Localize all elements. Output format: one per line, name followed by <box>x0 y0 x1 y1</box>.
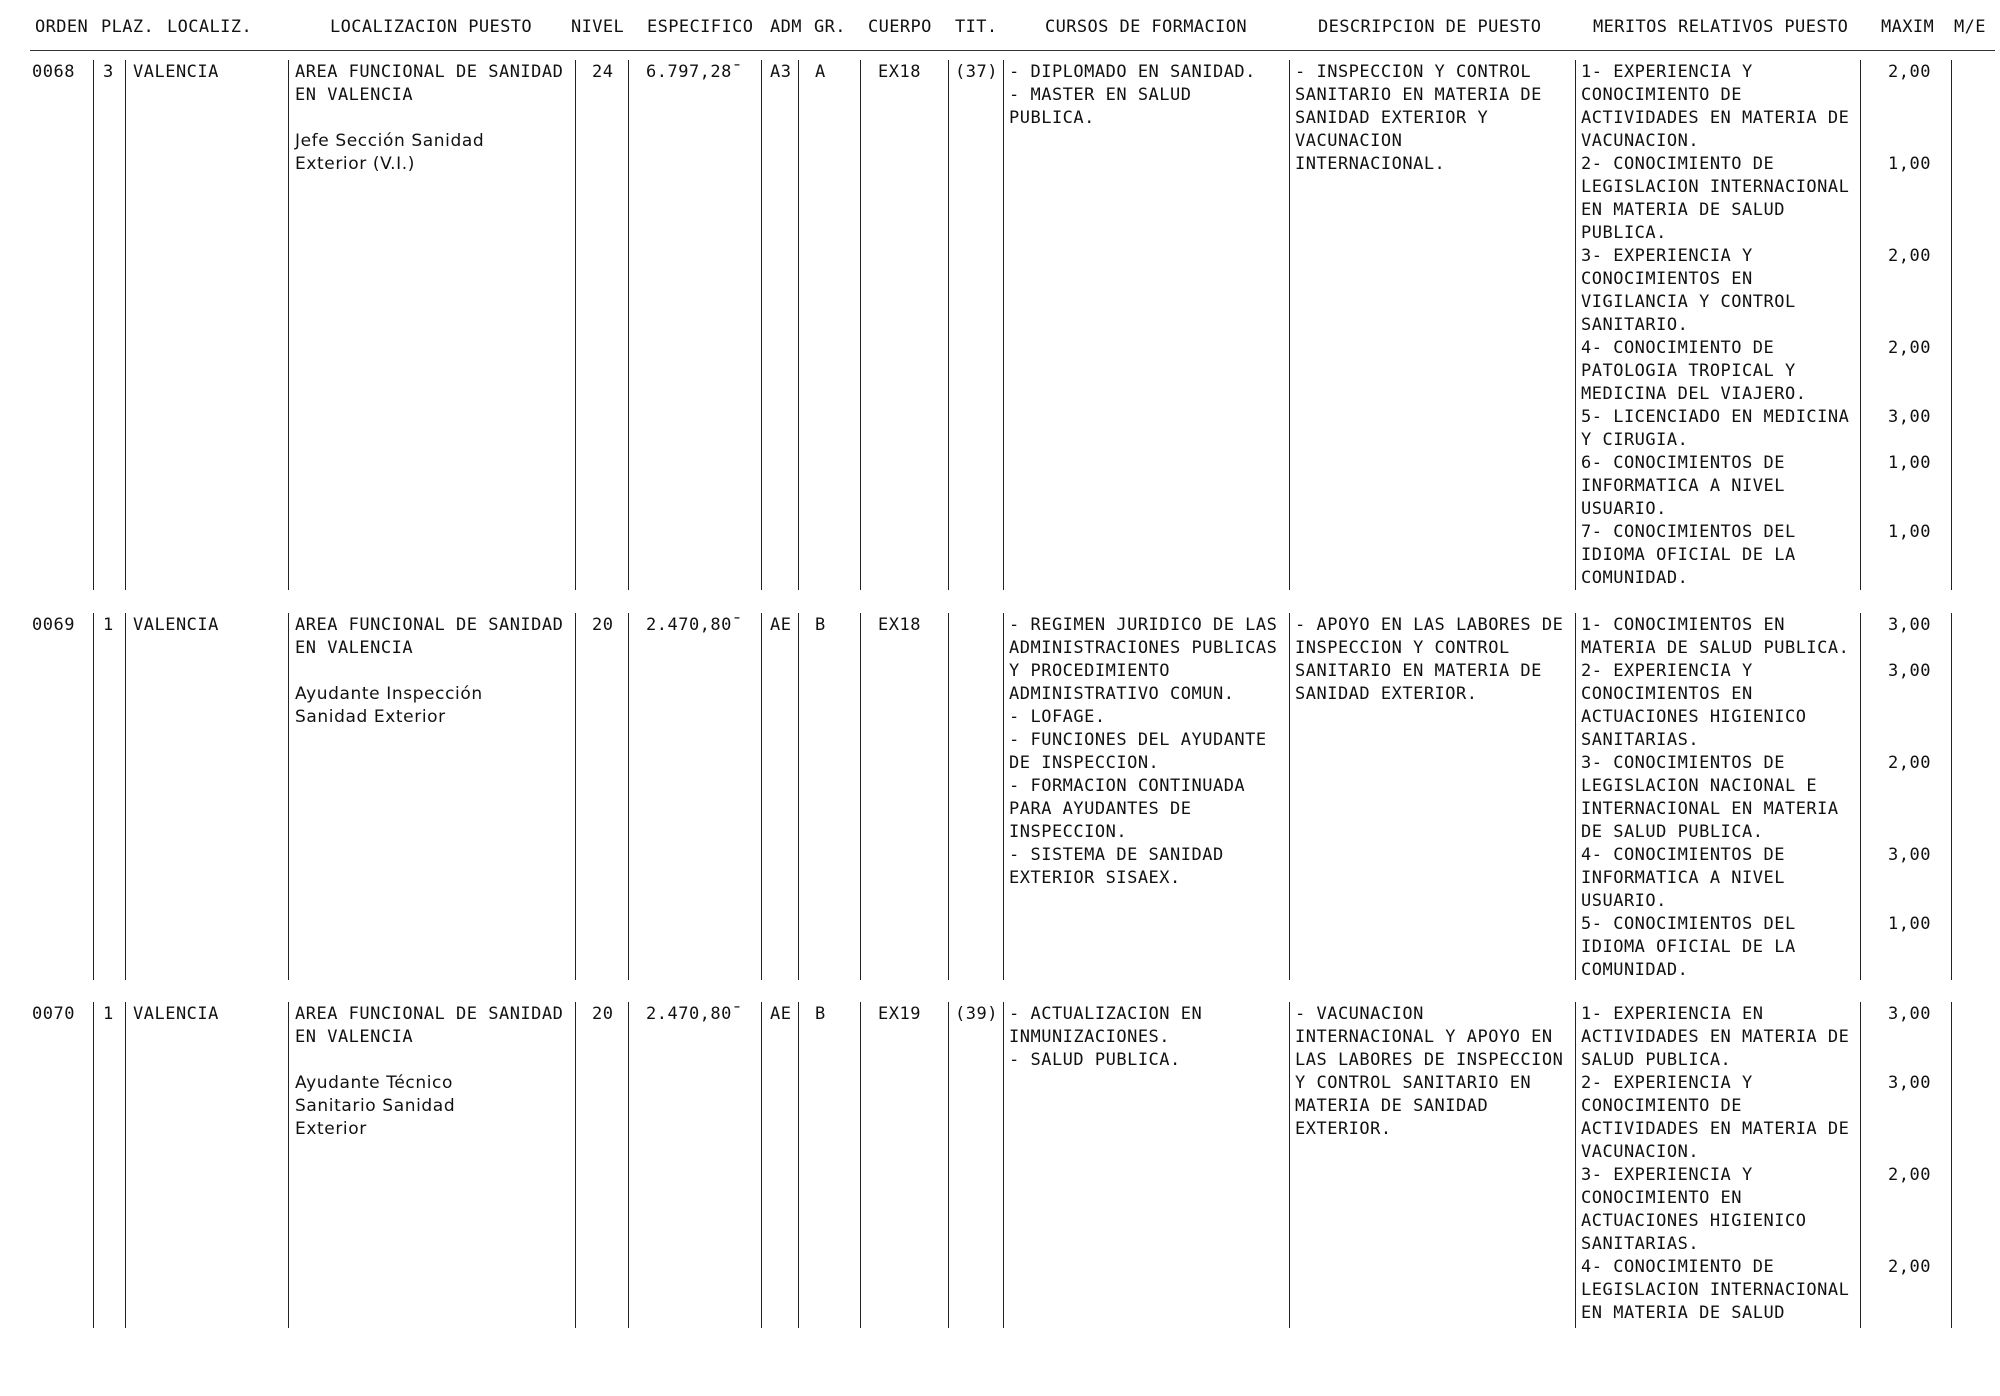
column-rule <box>1575 60 1576 590</box>
column-rule <box>1289 60 1290 590</box>
merito-text: 5- LICENCIADO EN MEDICINA Y CIRUGIA. <box>1581 407 1850 450</box>
column-rule <box>798 60 799 590</box>
cell-puesto: Ayudante Inspección Sanidad Exterior <box>295 684 483 727</box>
column-rule <box>1575 613 1576 980</box>
cell-cursos: - DIPLOMADO EN SANIDAD. - MASTER EN SALUD PUBLICA. <box>1009 62 1256 128</box>
cell-descripcion: - VACUNACION INTERNACIONAL Y APOYO EN LAS LABORES DE INSPECCION Y CONTROL SANITARIO EN MATERIA DE SANIDAD EXTERIOR. <box>1295 1004 1564 1139</box>
merito-text: 2- EXPERIENCIA Y CONOCIMIENTOS EN ACTUACIONES HIGIENICO SANITARIAS. <box>1581 661 1807 750</box>
merito-max: 1,00 <box>1888 154 1931 174</box>
merito-max: 3,00 <box>1888 615 1931 635</box>
column-rule <box>1860 60 1861 590</box>
column-rule <box>860 1002 861 1328</box>
column-rule <box>1289 613 1290 980</box>
cell-cursos: - ACTUALIZACION EN INMUNIZACIONES. - SALUD PUBLICA. <box>1009 1004 1203 1070</box>
column-rule <box>1860 1002 1861 1328</box>
column-rule <box>798 613 799 980</box>
cell-adm: AE <box>770 1004 792 1024</box>
column-rule <box>93 60 94 590</box>
header-rule <box>30 50 1995 51</box>
header-especifico: ESPECIFICO <box>647 17 754 37</box>
header-meritos: MERITOS RELATIVOS PUESTO <box>1593 17 1849 37</box>
cell-nivel: 24 <box>592 62 614 82</box>
header-tit: TIT. <box>955 17 998 37</box>
cell-adm: AE <box>770 615 792 635</box>
merito-text: 2- CONOCIMIENTO DE LEGISLACION INTERNACIONAL EN MATERIA DE SALUD PUBLICA. <box>1581 154 1850 243</box>
cell-gr: B <box>815 615 826 635</box>
merito-max: 3,00 <box>1888 1004 1931 1024</box>
header-descripcion: DESCRIPCION DE PUESTO <box>1318 17 1542 37</box>
cell-plaz: 3 <box>103 62 114 82</box>
column-rule <box>288 60 289 590</box>
merito-max: 3,00 <box>1888 1073 1931 1093</box>
column-rule <box>125 613 126 980</box>
header-cuerpo: CUERPO <box>868 17 932 37</box>
column-rule <box>1951 613 1952 980</box>
merito-max: 3,00 <box>1888 661 1931 681</box>
header-cursos: CURSOS DE FORMACION <box>1045 17 1248 37</box>
merito-max: 2,00 <box>1888 753 1931 773</box>
column-rule <box>575 1002 576 1328</box>
column-rule <box>761 613 762 980</box>
cell-cuerpo: EX18 <box>878 615 921 635</box>
column-rule <box>93 1002 94 1328</box>
cell-plaz: 1 <box>103 1004 114 1024</box>
column-rule <box>288 613 289 980</box>
cell-especifico: 6.797,28¯ <box>646 62 743 82</box>
cell-tit: (37) <box>955 62 998 82</box>
merito-text: 3- EXPERIENCIA Y CONOCIMIENTOS EN VIGILANCIA Y CONTROL SANITARIO. <box>1581 246 1796 335</box>
column-rule <box>628 613 629 980</box>
column-rule <box>1003 1002 1004 1328</box>
merito-max: 2,00 <box>1888 338 1931 358</box>
column-rule <box>628 1002 629 1328</box>
column-rule <box>125 60 126 590</box>
merito-text: 5- CONOCIMIENTOS DEL IDIOMA OFICIAL DE LA COMUNIDAD. <box>1581 914 1796 980</box>
header-maxim: MAXIM <box>1881 17 1935 37</box>
merito-max: 3,00 <box>1888 845 1931 865</box>
merito-text: 4- CONOCIMIENTO DE LEGISLACION INTERNACIONAL EN MATERIA DE SALUD <box>1581 1257 1850 1323</box>
cell-plaz: 1 <box>103 615 114 635</box>
cell-localiz: VALENCIA <box>133 615 219 635</box>
column-rule <box>125 1002 126 1328</box>
column-rule <box>798 1002 799 1328</box>
column-rule <box>1951 1002 1952 1328</box>
cell-especifico: 2.470,80¯ <box>646 1004 743 1024</box>
column-rule <box>860 60 861 590</box>
header-localizacion-puesto: LOCALIZACION PUESTO <box>330 17 533 37</box>
column-rule <box>948 613 949 980</box>
header-me: M/E <box>1954 17 1986 37</box>
cell-orden: 0069 <box>32 615 75 635</box>
column-rule <box>628 60 629 590</box>
merito-max: 1,00 <box>1888 453 1931 473</box>
column-rule <box>575 613 576 980</box>
merito-max: 3,00 <box>1888 407 1931 427</box>
merito-max: 2,00 <box>1888 1257 1931 1277</box>
cell-orden: 0068 <box>32 62 75 82</box>
merito-text: 2- EXPERIENCIA Y CONOCIMIENTO DE ACTIVIDADES EN MATERIA DE VACUNACION. <box>1581 1073 1850 1162</box>
column-rule <box>1860 613 1861 980</box>
column-rule <box>761 60 762 590</box>
cell-tit: (39) <box>955 1004 998 1024</box>
cell-descripcion: - APOYO EN LAS LABORES DE INSPECCION Y CONTROL SANITARIO EN MATERIA DE SANIDAD EXTERIOR. <box>1295 615 1564 704</box>
cell-especifico: 2.470,80¯ <box>646 615 743 635</box>
cell-nivel: 20 <box>592 615 614 635</box>
merito-text: 1- EXPERIENCIA EN ACTIVIDADES EN MATERIA DE SALUD PUBLICA. <box>1581 1004 1850 1070</box>
header-plaz: PLAZ. <box>101 17 155 37</box>
merito-text: 6- CONOCIMIENTOS DE INFORMATICA A NIVEL USUARIO. <box>1581 453 1785 519</box>
column-rule <box>761 1002 762 1328</box>
cell-nivel: 20 <box>592 1004 614 1024</box>
column-rule <box>1575 1002 1576 1328</box>
cell-localiz: VALENCIA <box>133 1004 219 1024</box>
header-localiz: LOCALIZ. <box>167 17 253 37</box>
column-rule <box>93 613 94 980</box>
merito-max: 2,00 <box>1888 62 1931 82</box>
cell-area: AREA FUNCIONAL DE SANIDAD EN VALENCIA <box>295 1004 564 1047</box>
merito-text: 1- CONOCIMIENTOS EN MATERIA DE SALUD PUBLICA. <box>1581 615 1850 658</box>
header-gr: GR. <box>814 17 846 37</box>
cell-area: AREA FUNCIONAL DE SANIDAD EN VALENCIA <box>295 615 564 658</box>
column-rule <box>1289 1002 1290 1328</box>
cell-orden: 0070 <box>32 1004 75 1024</box>
column-rule <box>948 1002 949 1328</box>
column-rule <box>860 613 861 980</box>
column-rule <box>948 60 949 590</box>
merito-text: 4- CONOCIMIENTO DE PATOLOGIA TROPICAL Y MEDICINA DEL VIAJERO. <box>1581 338 1807 404</box>
merito-max: 2,00 <box>1888 246 1931 266</box>
merito-text: 3- CONOCIMIENTOS DE LEGISLACION NACIONAL E INTERNACIONAL EN MATERIA DE SALUD PUBLICA. <box>1581 753 1839 842</box>
merito-max: 1,00 <box>1888 914 1931 934</box>
merito-max: 1,00 <box>1888 522 1931 542</box>
column-rule <box>1003 613 1004 980</box>
column-rule <box>1003 60 1004 590</box>
merito-text: 1- EXPERIENCIA Y CONOCIMIENTO DE ACTIVIDADES EN MATERIA DE VACUNACION. <box>1581 62 1850 151</box>
column-rule <box>288 1002 289 1328</box>
cell-gr: B <box>815 1004 826 1024</box>
merito-text: 7- CONOCIMIENTOS DEL IDIOMA OFICIAL DE LA COMUNIDAD. <box>1581 522 1796 588</box>
cell-cursos: - REGIMEN JURIDICO DE LAS ADMINISTRACIONES PUBLICAS Y PROCEDIMIENTO ADMINISTRATIVO COMUN. - LOFAGE. - FUNCIONES DEL AYUDANTE DE INSPECCION. - FORMACION CONTINUADA PARA AYUDANTES DE INSPECCION. - SISTEMA DE SANIDAD EXTERIOR SISAEX. <box>1009 615 1278 888</box>
header-adm: ADM <box>770 17 802 37</box>
cell-descripcion: - INSPECCION Y CONTROL SANITARIO EN MATERIA DE SANIDAD EXTERIOR Y VACUNACION INTERNACIONAL. <box>1295 62 1542 174</box>
merito-text: 3- EXPERIENCIA Y CONOCIMIENTO EN ACTUACIONES HIGIENICO SANITARIAS. <box>1581 1165 1807 1254</box>
column-rule <box>575 60 576 590</box>
merito-max: 2,00 <box>1888 1165 1931 1185</box>
merito-text: 4- CONOCIMIENTOS DE INFORMATICA A NIVEL USUARIO. <box>1581 845 1785 911</box>
cell-puesto: Ayudante Técnico Sanitario Sanidad Exterior <box>295 1073 456 1139</box>
cell-cuerpo: EX18 <box>878 62 921 82</box>
cell-gr: A <box>815 62 826 82</box>
cell-localiz: VALENCIA <box>133 62 219 82</box>
header-nivel: NIVEL <box>571 17 625 37</box>
header-orden: ORDEN <box>35 17 89 37</box>
cell-area: AREA FUNCIONAL DE SANIDAD EN VALENCIA <box>295 62 564 105</box>
column-rule <box>1951 60 1952 590</box>
cell-cuerpo: EX19 <box>878 1004 921 1024</box>
cell-adm: A3 <box>770 62 792 82</box>
cell-puesto: Jefe Sección Sanidad Exterior (V.I.) <box>295 131 485 174</box>
